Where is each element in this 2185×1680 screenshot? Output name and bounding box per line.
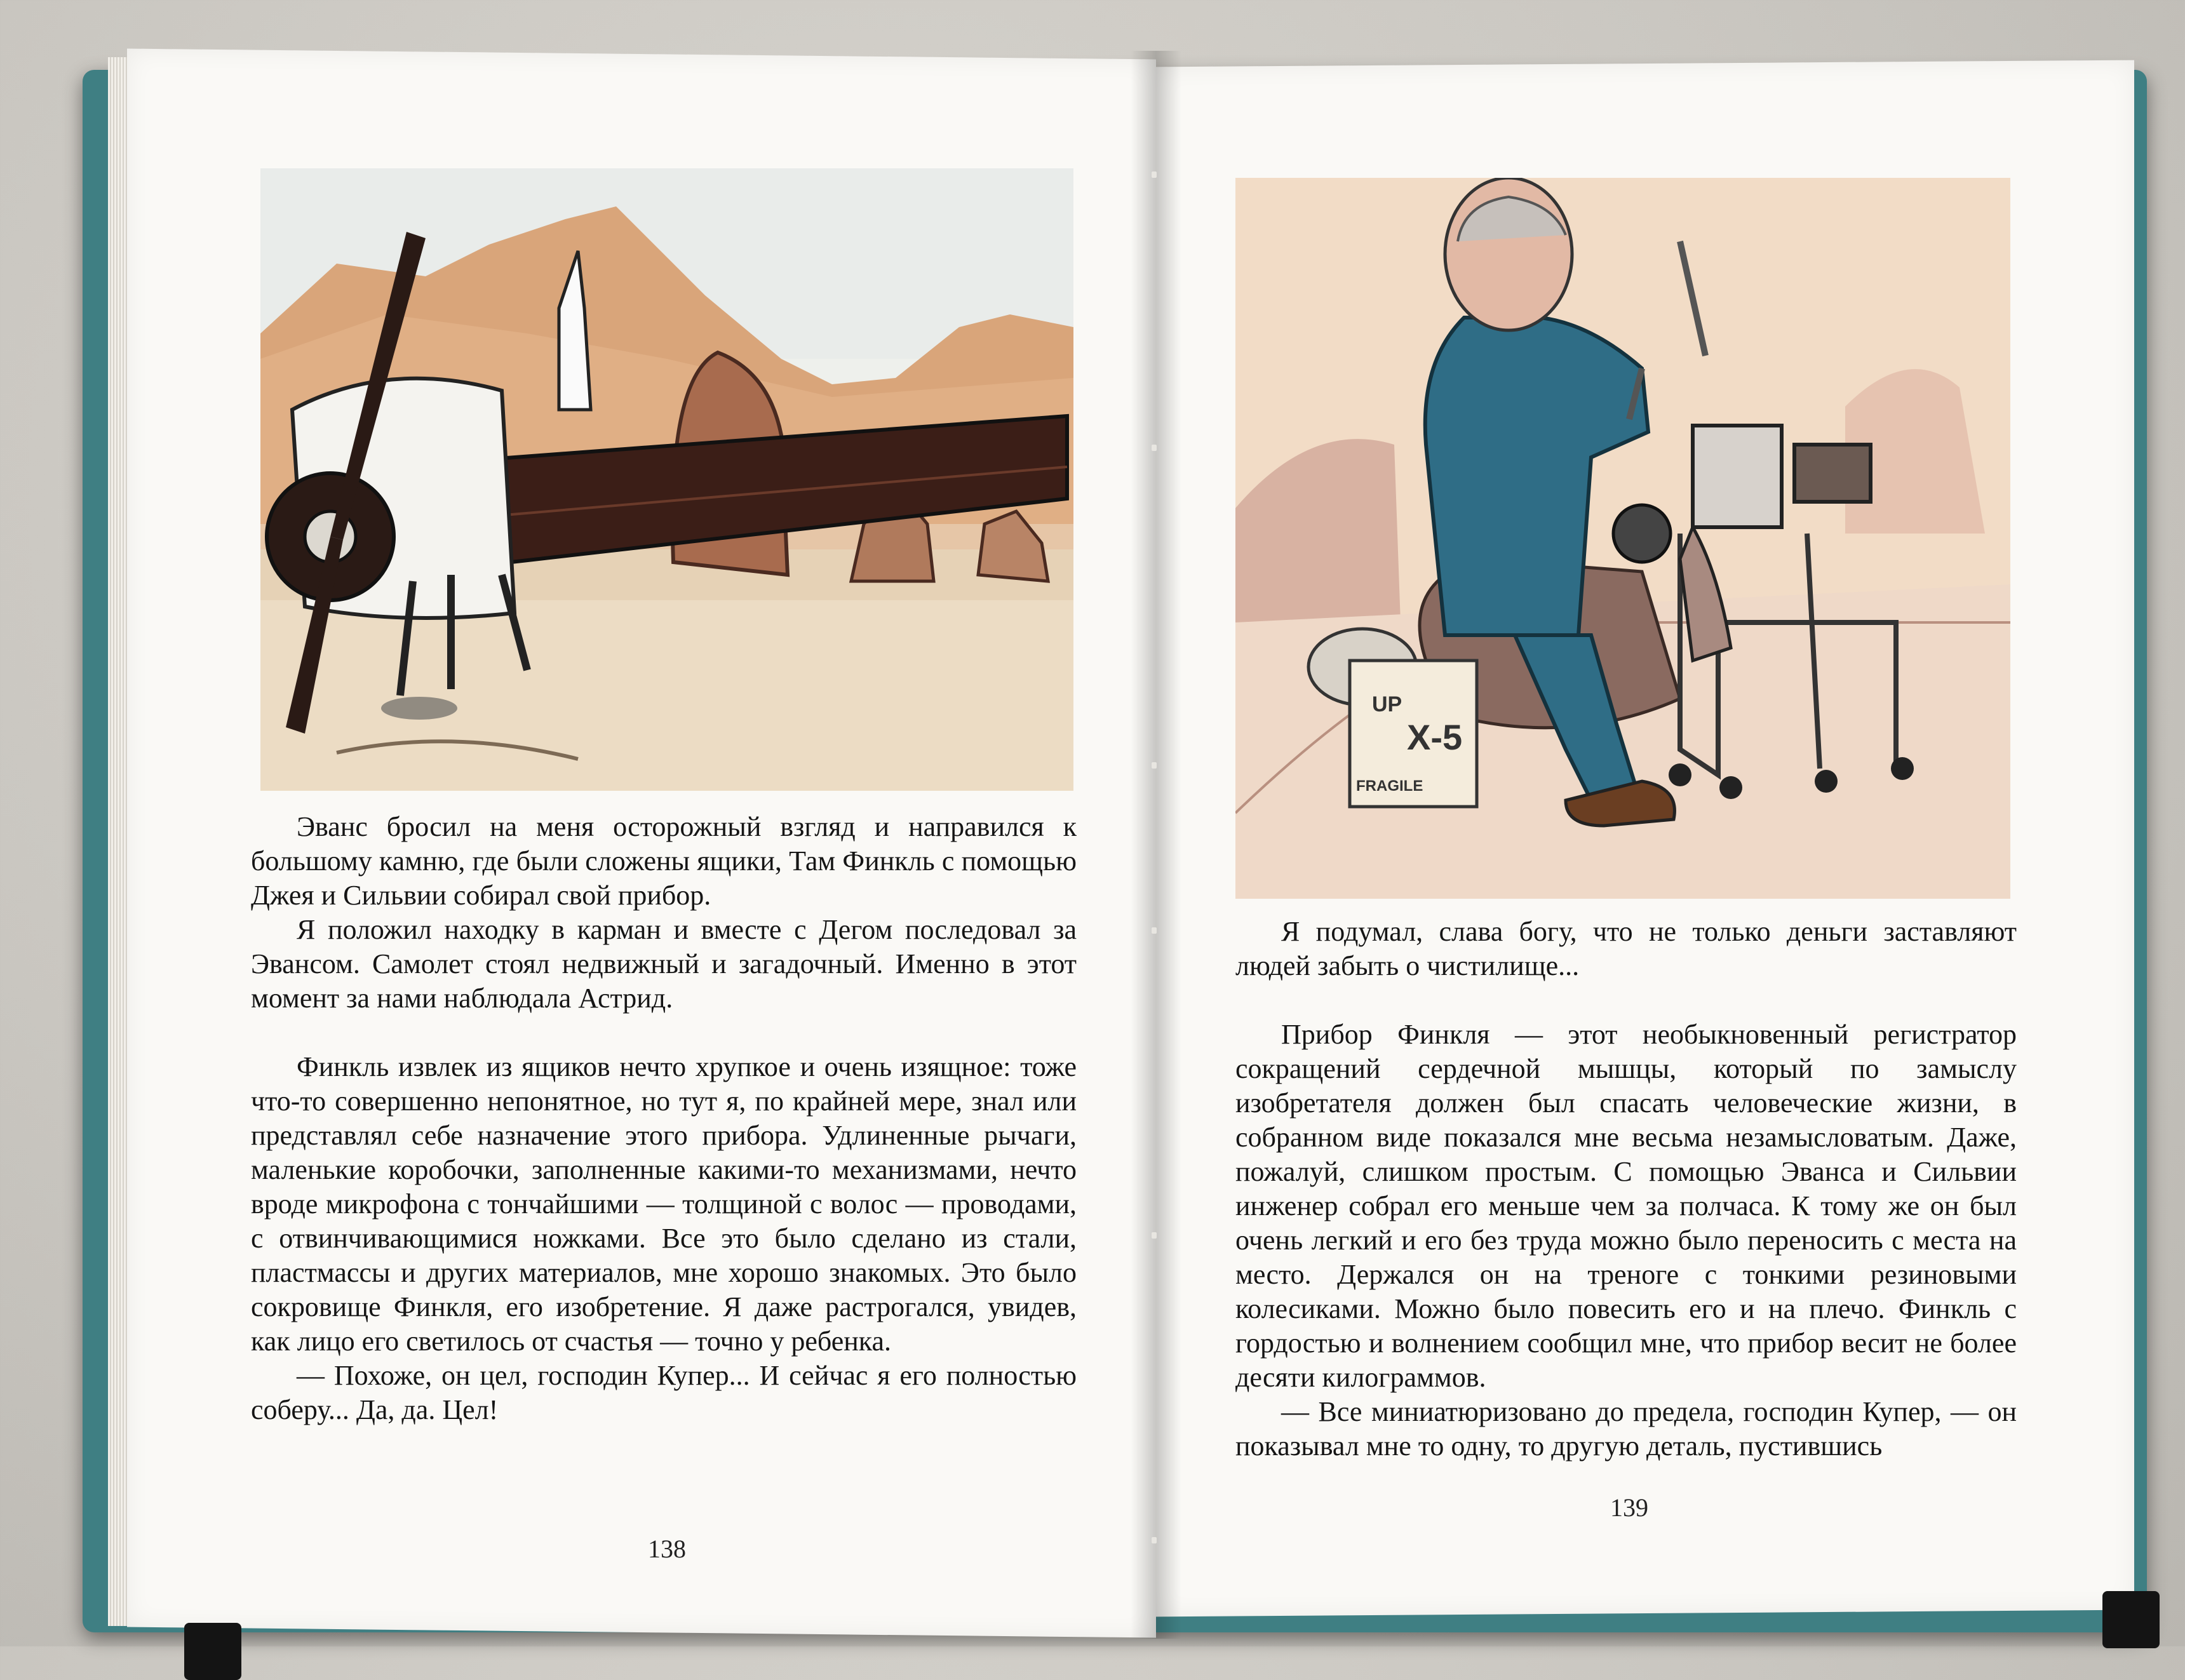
right-page-text [1235,915,2017,1463]
binding-stitch [1152,1537,1157,1543]
binding-stitch [1152,1232,1157,1239]
left-paragraph-3: Финкль извлек из ящиков нечто хрупкое и очень изящное: тоже что-то совершенно непонятное, но тут я, по крайней мере, знал или представлял себе назначение этого прибора. Удлиненные рычаги, маленькие коробочки, заполненные какими-то механизмами, нечто вроде микрофона с тончайшими — толщиной с волос — проводами, с отвинчивающимися ножками. Все это было сделано из стали, пластмассы и других материалов, мне хорошо знакомых. Это было сокровище Финкля, его изобретение. Я даже растрогался, увидев, как лицо его светилось от счастья — точно у ребенка. [251,1051,1077,1357]
left-page-text [251,810,1077,1427]
page-number-left: 138 [648,1535,686,1563]
left-paragraph-1: Эванс бросил на меня осторожный взгляд и направился к большому камню, где были сложены ящики, Там Финкль с помощью Джея и Сильвии собирал свой прибор. [251,811,1077,911]
binding-stitch [1152,927,1157,934]
binding-stitch [1152,171,1157,178]
page-number-right: 139 [1610,1493,1648,1522]
illustration-inventor [1235,178,2010,899]
right-paragraph-3: — Все миниатюризовано до предела, господин Купер, — он показывал мне то одну, то другую деталь, пустившись [1235,1396,2017,1462]
book-gutter [1131,51,1181,1639]
right-paragraph-1: Я подумал, слава богу, что не только деньги заставляют людей забыть о чистилище... [1235,916,2017,981]
binding-stitch [1152,445,1157,451]
page-clip [2102,1591,2160,1648]
page-clip [184,1623,241,1680]
left-paragraph-4: — Похоже, он цел, господин Купер... И сейчас я его полностью соберу... Да, да. Цел! [251,1360,1077,1425]
binding-stitch [1152,762,1157,769]
crate-x5-label: X-5 [1407,717,1463,757]
illustration-airplane [260,168,1073,791]
left-paragraph-2: Я положил находку в карман и вместе с Дегом последовал за Эвансом. Самолет стоял недвижный и загадочный. Именно в этот момент за нами наблюдала Астрид. [251,914,1077,1014]
crate-fragile-label: FRAGILE [1356,777,1423,795]
crate-up-label: UP [1372,692,1402,716]
right-paragraph-2: Прибор Финкля — этот необыкновенный регистратор сокращений сердечной мышцы, который по замыслу изобретателя должен был спасать человеческие жизни, в собранном виде показался мне весьма незамысловатым. Даже, пожалуй, слишком простым. С помощью Эванса и Сильвии инженер собрал его меньше чем за полчаса. К тому же он был очень легкий и его без труда можно было переносить с места на место. Держался он на треноге с тонкими резиновыми колесиками. Можно было повесить его и на плечо. Финкль с гордостью и волнением сообщил мне, что прибор весит не более десяти килограммов. [1235,1019,2017,1393]
